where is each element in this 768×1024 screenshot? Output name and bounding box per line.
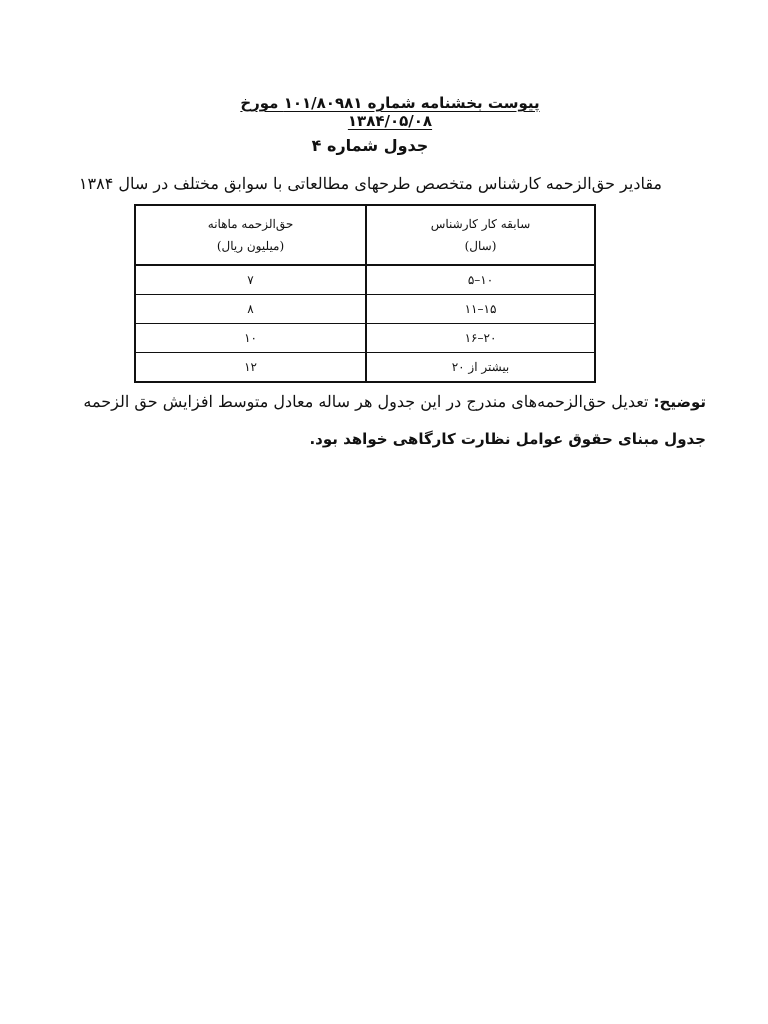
wage-table bbox=[134, 204, 596, 383]
cell-experience: ۱۵–۱۱ bbox=[366, 295, 595, 324]
header-wage-unit: (میلیون ریال) bbox=[216, 239, 285, 253]
table-header-row bbox=[135, 205, 595, 265]
header-experience-unit: (سال) bbox=[464, 239, 497, 253]
cell-experience: ۱۰–۵ bbox=[366, 265, 595, 295]
header-wage bbox=[135, 205, 366, 265]
table-row bbox=[135, 265, 595, 295]
annex-heading: پیوست بخشنامه شماره ۱۰۱/۸۰۹۸۱ مورخ ۱۳۸۴/۰۵/۰۸ bbox=[240, 94, 540, 130]
table-row bbox=[135, 353, 595, 383]
header-experience bbox=[366, 205, 595, 265]
table-title: جدول شماره ۴ bbox=[311, 136, 429, 155]
cell-wage: ۷ bbox=[135, 265, 366, 295]
table-row bbox=[135, 324, 595, 353]
table-subtitle: مقادیر حق‌الزحمه کارشناس متخصص طرحهای مطالعاتی با سوابق مختلف در سال ۱۳۸۴ bbox=[78, 174, 662, 193]
cell-experience: بیشتر از ۲۰ bbox=[366, 353, 595, 383]
cell-wage: ۸ bbox=[135, 295, 366, 324]
header-wage-label: حق‌الزحمه ماهانه bbox=[207, 217, 294, 231]
cell-wage: ۱۲ bbox=[135, 353, 366, 383]
cell-experience: ۲۰–۱۶ bbox=[366, 324, 595, 353]
note-label: توضیح: bbox=[653, 393, 706, 411]
cell-wage: ۱۰ bbox=[135, 324, 366, 353]
header-experience-label: سابقه کار کارشناس bbox=[430, 217, 531, 231]
note-line-2: جدول مبنای حقوق عوامل نظارت کارگاهی خواهد بود. bbox=[309, 430, 706, 448]
table-row bbox=[135, 295, 595, 324]
note-text-1: تعدیل حق‌الزحمه‌های مندرج در این جدول هر ساله معادل متوسط افزایش حق الزحمه bbox=[83, 392, 654, 411]
note-line-1 bbox=[84, 392, 706, 411]
